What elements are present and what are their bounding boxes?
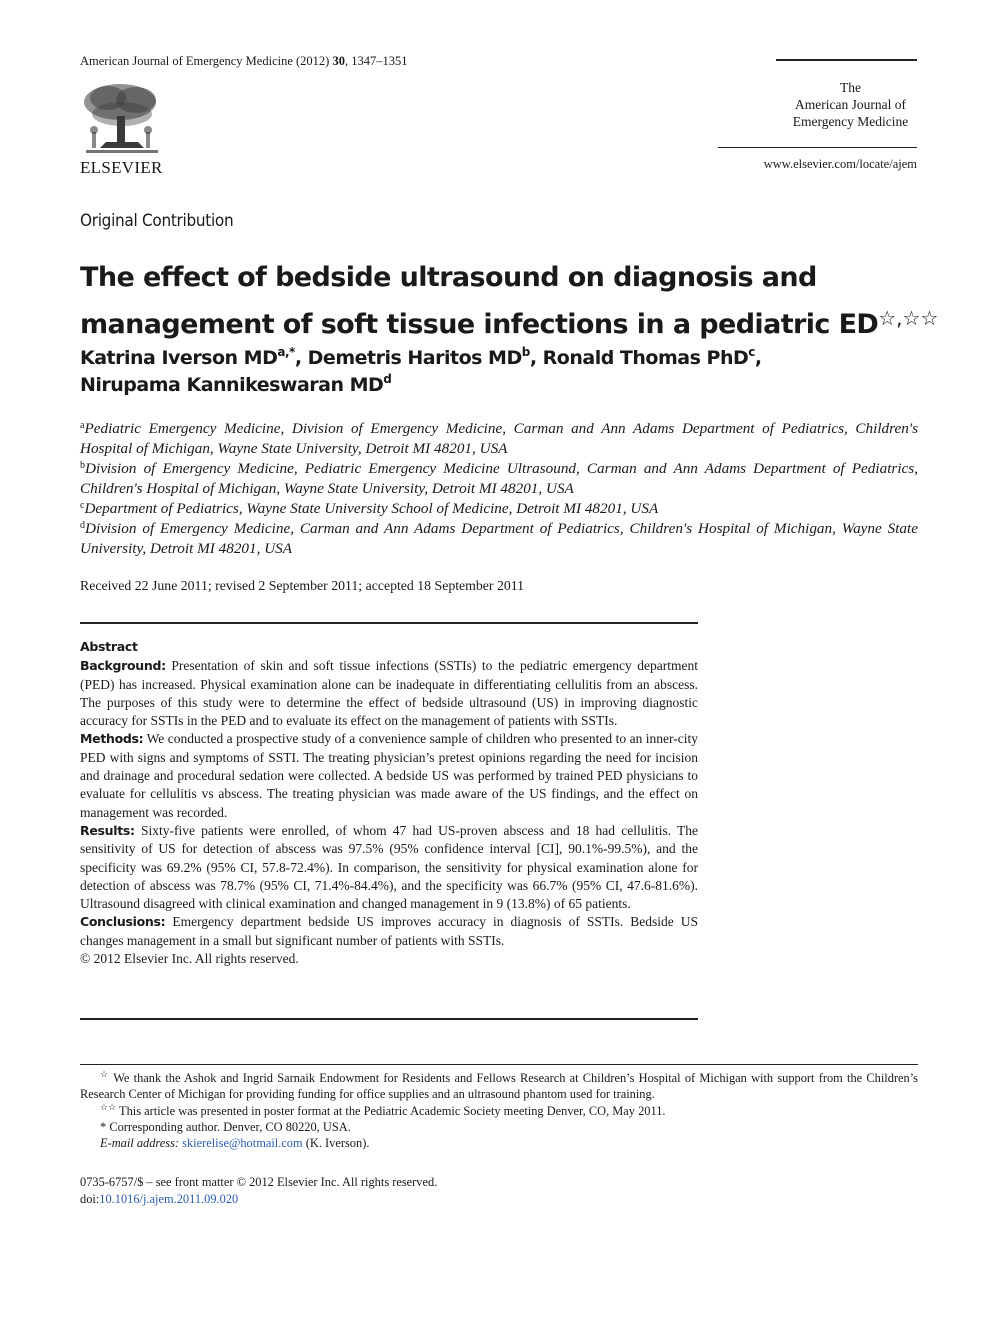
abstract-background: Background: Presentation of skin and soft tissue infections (SSTIs) to the pediatric emergency department (PED) has increased. Physical examination alone can be inadequate in differentiating cellulitis from an abscess. The purposes of this study were to determine the effect of bedside ultrasound (US) in improving diagnostic accuracy for SSTIs in the PED and to evaluate its effect on the management of patients with SSTIs. [80,658,698,729]
author[interactable]: Nirupama Kannikeswaran $MD^d$ [80,372,392,396]
affiliations [80,419,918,559]
received-dates: Received 22 June 2011; revised 2 September 2011; accepted 18 September 2011 [80,578,525,593]
footnote: * Corresponding author. Denver, CO 80220, USA. [100,1119,351,1134]
title-footnote-marks[interactable]: ☆,☆☆ [878,306,939,330]
footnote-email: E-mail address: skierelise@hotmail.com (K. Iverson). [100,1136,370,1151]
abstract-conclusions: Conclusions: Emergency department bedside US improves accuracy in diagnosis of SSTIs. Bedside US changes management in a small but significant number of patients with SSTIs. [80,914,698,948]
journal-citation: American Journal of Emergency Medicine (2012) 30, 1347–1351 [80,54,408,68]
journal-name-line: American Journal of [795,97,906,112]
doi-link[interactable]: 10.1016/j.ajem.2011.09.020 [99,1192,239,1206]
issn-line: 0735-6757/$ – see front matter © 2012 Elsevier Inc. All rights reserved. [80,1175,438,1189]
doi-line: doi:10.1016/j.ajem.2011.09.020 [80,1192,239,1206]
footnotes [80,1070,918,1151]
abstract-copyright: © 2012 Elsevier Inc. All rights reserved. [80,951,299,967]
affiliation: $^b$Division of Emergency Medicine, Pediatric Emergency Medicine Ultrasound, Carman and Ann Adams Department of Pediatrics, Children's Hospital of Michigan, Wayne State University, Detroit MI 48201, USA [80,460,918,497]
abstract-methods: Methods: We conducted a prospective study of a convenience sample of children who presented to an inner-city PED with signs and symptoms of SSTI. The treating physician’s pretest opinions regarding the need for incision and drainage and procedural sedation were collected. A bedside US was performed by trained PED physicians to evaluate for cellulitis vs abscess. The treating physician was made aware of the US findings, and the effect on management was recorded. [80,731,698,820]
affiliation: $^a$Pediatric Emergency Medicine, Division of Emergency Medicine, Carman and Ann Adams Department of Pediatrics, Children's Hospital of Michigan, Wayne State University, Detroit MI 48201, USA [80,420,918,457]
abstract-bottom-rule [80,1018,698,1020]
abstract-results: Results: Sixty-five patients were enrolled, of whom 47 had US-proven abscess and 18 had cellulitis. The sensitivity of US for detection of abscess was 97.5% (95% confidence interval [CI], 90.1%-99.5%), and the specificity was 69.2% (95% CI, 57.8-72.4%). In comparison, the sensitivity for physical examination alone for detection of abscess was 78.7% (95% CI, 71.4%-84.4%), and the specificity was 66.7% (95% CI, 47.6-81.6%). Ultrasound disagreed with clinical examination and changed management in 9 (13.8%) of 65 patients. [80,822,699,912]
article-title: The effect of bedside ultrasound on diagnosis and management of soft tissue infections in a pediatric ED☆,☆☆ [80,262,939,340]
affiliation: $^d$Division of Emergency Medicine, Carman and Ann Adams Department of Pediatrics, Children's Hospital of Michigan, Wayne State University, Detroit MI 48201, USA [80,520,918,557]
journal-url[interactable]: www.elsevier.com/locate/ajem [763,157,917,171]
affiliation: $^c$Department of Pediatrics, Wayne State University School of Medicine, Detroit MI 48201, USA [80,500,659,517]
author[interactable]: Ronald Thomas PhD$^c$ [542,345,755,369]
front-matter [80,1174,437,1208]
elsevier-tree-icon [80,80,164,156]
footnote: ☆ We thank the Ashok and Ingrid Sarnaik Endowment for Residents and Fellows Research at Children’s Hospital of Michigan with support from the Children’s Research Center of Michigan for providing funding for office supplies and an ultrasound phantom used for training. [80,1069,919,1102]
journal-name-line: Emergency Medicine [792,114,909,129]
header-divider [718,147,917,148]
author[interactable]: Katrina Iverson $MD^{a,*}$ [80,345,295,369]
abstract [80,638,698,968]
abstract-top-rule [80,622,698,624]
footnote: ☆☆ This article was presented in poster format at the Pediatric Academic Society meeting Denver, CO, May 2011. [100,1101,666,1118]
journal-name-line: The [840,80,861,95]
author[interactable]: Demetris Haritos $MD^b$ [307,345,530,369]
abstract-heading: Abstract [80,639,138,654]
publisher-name: ELSEVIER [80,158,163,177]
journal-masthead [776,59,917,130]
footnote-divider [80,1064,918,1065]
author-list: Katrina Iverson $MD^{a,*}$, Demetris Haritos $MD^b$, Ronald Thomas PhD$^c$, Nirupama Kannikeswaran $MD^d$ [80,345,762,396]
email-link[interactable]: skierelise@hotmail.com [182,1136,303,1151]
elsevier-logo [80,80,172,178]
section-label: Original Contribution [80,211,234,231]
